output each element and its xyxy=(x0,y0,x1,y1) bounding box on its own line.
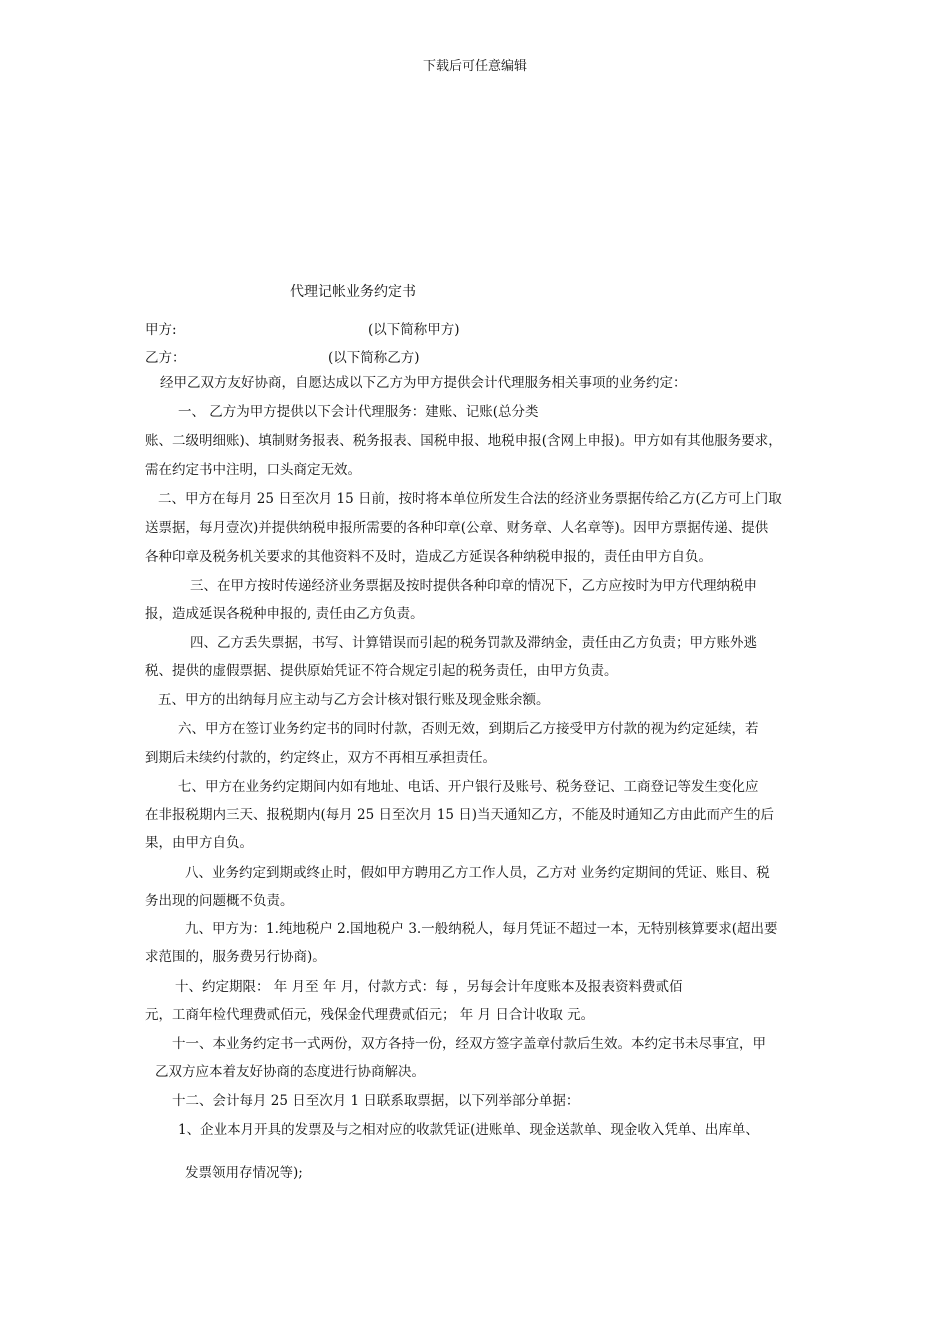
body-line: 乙双方应本着友好协商的态度进行协商解决。 xyxy=(155,1064,425,1080)
body-line: 十一、本业务约定书一式两份，双方各持一份，经双方签字盖章付款后生效。本约定书未尽事宜，甲 xyxy=(172,1036,766,1052)
body-line: 税、提供的虚假票据、提供原始凭证不符合规定引起的税务责任，由甲方负责。 xyxy=(145,663,618,679)
body-line: 求范围的，服务费另行协商)。 xyxy=(145,949,326,965)
body-line: 三、在甲方按时传递经济业务票据及按时提供各种印章的情况下，乙方应按时为甲方代理纳税申 xyxy=(190,578,757,594)
body-line: 各种印章及税务机关要求的其他资料不及时，造成乙方延误各种纳税申报的，责任由甲方自负。 xyxy=(145,549,712,565)
body-line: 十二、会计每月 25 日至次月 1 日联系取票据，以下列举部分单据： xyxy=(172,1093,580,1109)
body-line: 发票领用存情况等); xyxy=(185,1165,303,1181)
body-line: 经甲乙双方友好协商，自愿达成以下乙方为甲方提供会计代理服务相关事项的业务约定： xyxy=(160,375,687,391)
party-a-note: (以下简称甲方) xyxy=(368,322,460,338)
body-line: 务出现的问题概不负责。 xyxy=(145,893,294,909)
body-line: 在非报税期内三天、报税期内(每月 25 日至次月 15 日)当天通知乙方，不能及时通知乙方由此而产生的后 xyxy=(145,807,775,823)
body-line: 四、乙方丢失票据，书写、计算错误而引起的税务罚款及滞纳金，责任由乙方负责；甲方账外逃 xyxy=(190,635,757,651)
body-line: 九、甲方为：1.纯地税户 2.国地税户 3.一般纳税人，每月凭证不超过一本，无特别核算要求(超出要 xyxy=(185,921,778,937)
body-line: 八、业务约定到期或终止时，假如甲方聘用乙方工作人员，乙方对 业务约定期间的凭证、账目、税 xyxy=(185,865,770,881)
party-b-label: 乙方： xyxy=(145,350,186,366)
body-line: 七、甲方在业务约定期间内如有地址、电话、开户银行及账号、税务登记、工商登记等发生变化应 xyxy=(178,779,759,795)
body-line: 五、甲方的出纳每月应主动与乙方会计核对银行账及现金账余额。 xyxy=(158,692,550,708)
body-line: 需在约定书中注明，口头商定无效。 xyxy=(145,462,361,478)
body-line: 账、二级明细账)、填制财务报表、税务报表、国税申报、地税申报(含网上申报)。甲方如有其他服务要求， xyxy=(145,433,782,449)
document-title: 代理记帐业务约定书 xyxy=(290,284,416,300)
body-line: 1、企业本月开具的发票及与之相对应的收款凭证(进账单、现金送款单、现金收入凭单、出库单、 xyxy=(178,1122,759,1138)
body-line: 二、甲方在每月 25 日至次月 15 日前，按时将本单位所发生合法的经济业务票据传给乙方(乙方可上门取 xyxy=(158,491,782,507)
body-line: 果，由甲方自负。 xyxy=(145,835,253,851)
body-line: 元，工商年检代理费贰佰元，残保金代理费贰佰元； 年 月 日合计收取 元。 xyxy=(145,1007,595,1023)
body-line: 到期后未续约付款的，约定终止，双方不再相互承担责任。 xyxy=(145,750,496,766)
party-b-note: (以下简称乙方) xyxy=(328,350,420,366)
body-line: 送票据，每月壹次)并提供纳税申报所需要的各种印章(公章、财务章、人名章等)。因甲方票据传递、提供 xyxy=(145,520,769,536)
party-a-label: 甲方: xyxy=(145,322,177,338)
body-line: 六、甲方在签订业务约定书的同时付款，否则无效，到期后乙方接受甲方付款的视为约定延续，若 xyxy=(178,721,759,737)
page-header: 下载后可任意编辑 xyxy=(422,59,527,74)
body-line: 一、 乙方为甲方提供以下会计代理服务：建账、记账(总分类 xyxy=(178,404,539,420)
body-line: 十、约定期限： 年 月至 年 月，付款方式：每 ，另每会计年度账本及报表资料费贰佰 xyxy=(175,979,683,995)
body-line: 报，造成延误各税种申报的, 责任由乙方负责。 xyxy=(145,606,424,622)
